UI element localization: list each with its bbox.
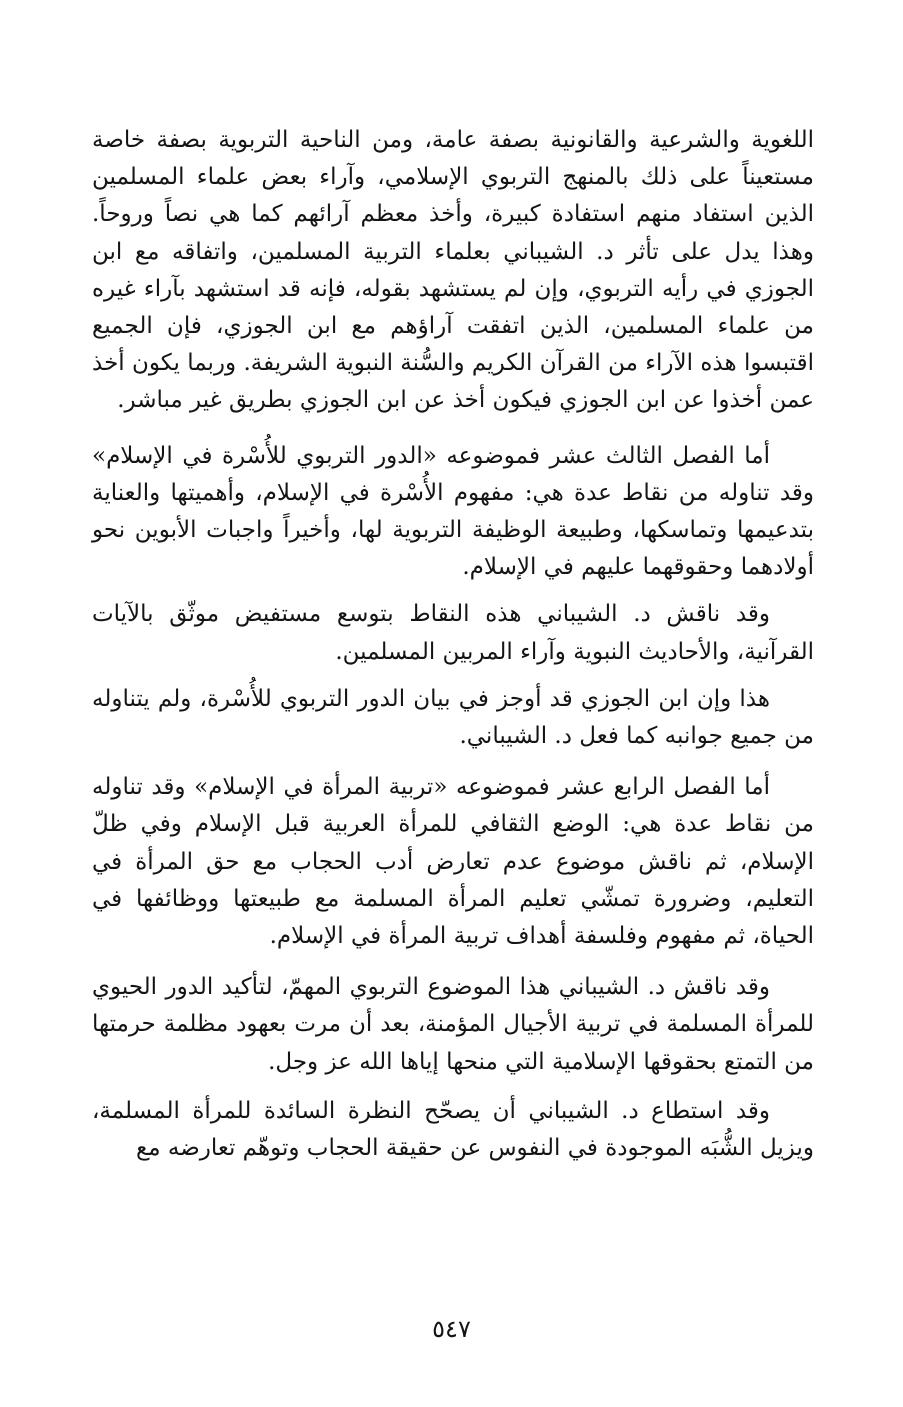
paragraph-5: أما الفصل الرابع عشر فموضوعه «تربية المرأة في الإسلام» وقد تناوله من نقاط عدة هي: الوضع الثقافي للمرأة العربية قبل الإسلام وفي ظلّ الإسلام، ثم ناقش موضوع عدم تعارض أدب الحجاب مع حق المرأة في التعليم، وضرورة تمشّي تعليم المرأة المسلمة مع طبيعتها ووظائفها في الحياة، ثم مفهوم وفلسفة أهداف تربية المرأة في الإسلام. xyxy=(92,774,814,950)
paragraph-4: هذا وإن ابن الجوزي قد أوجز في بيان الدور التربوي للأُسْرة، ولم يتناوله من جميع جوانبه كما فعل د. الشيباني. xyxy=(92,685,814,750)
page-number: ٥٤٧ xyxy=(432,1315,471,1343)
body-text xyxy=(92,122,814,1167)
paragraph-7: وقد استطاع د. الشيباني أن يصحّح النظرة السائدة للمرأة المسلمة، ويزيل الشُّبَه الموجودة في النفوس عن حقيقة الحجاب وتوهّم تعارضه مع xyxy=(92,1097,814,1162)
paragraph-1: اللغوية والشرعية والقانونية بصفة عامة، ومن الناحية التربوية بصفة خاصة مستعيناً على ذلك بالمنهج التربوي الإسلامي، وآراء بعض علماء المسلمين الذين استفاد منهم استفادة كبيرة، وأخذ معظم آرائهم كما هي نصاً وروحاً. وهذا يدل على تأثر د. الشيباني بعلماء التربية المسلمين، واتفاقه مع ابن الجوزي في رأيه التربوي، وإن لم يستشهد بقوله، فإنه قد استشهد بآراء غيره من علماء المسلمين، الذين اتفقت آراؤهم مع ابن الجوزي، فإن الجميع اقتبسوا هذه الآراء من القرآن الكريم والسُّنة النبوية الشريفة. وربما يكون أخذ عمن أخذوا عن ابن الجوزي فيكون أخذ عن ابن الجوزي بطريق غير مباشر. xyxy=(92,127,814,414)
paragraph-2: أما الفصل الثالث عشر فموضوعه «الدور التربوي للأُسْرة في الإسلام» وقد تناوله من نقاط عدة هي: مفهوم الأُسْرة في الإسلام، وأهميتها والعناية بتدعيمها وتماسكها، وطبيعة الوظيفة التربوية لها، وأخيراً واجبات الأبوين نحو أولادهما وحقوقهما عليهم في الإسلام. xyxy=(92,442,814,581)
paragraph-3: وقد ناقش د. الشيباني هذه النقاط بتوسع مستفيض موثّق بالآيات القرآنية، والأحاديث النبوية وآراء المربين المسلمين. xyxy=(92,601,814,665)
paragraph-6: وقد ناقش د. الشيباني هذا الموضوع التربوي المهمّ، لتأكيد الدور الحيوي للمرأة المسلمة في تربية الأجيال المؤمنة، بعد أن مرت بعهود مظلمة حرمتها من التمتع بحقوقها الإسلامية التي منحها إياها الله عز وجل. xyxy=(92,974,814,1075)
